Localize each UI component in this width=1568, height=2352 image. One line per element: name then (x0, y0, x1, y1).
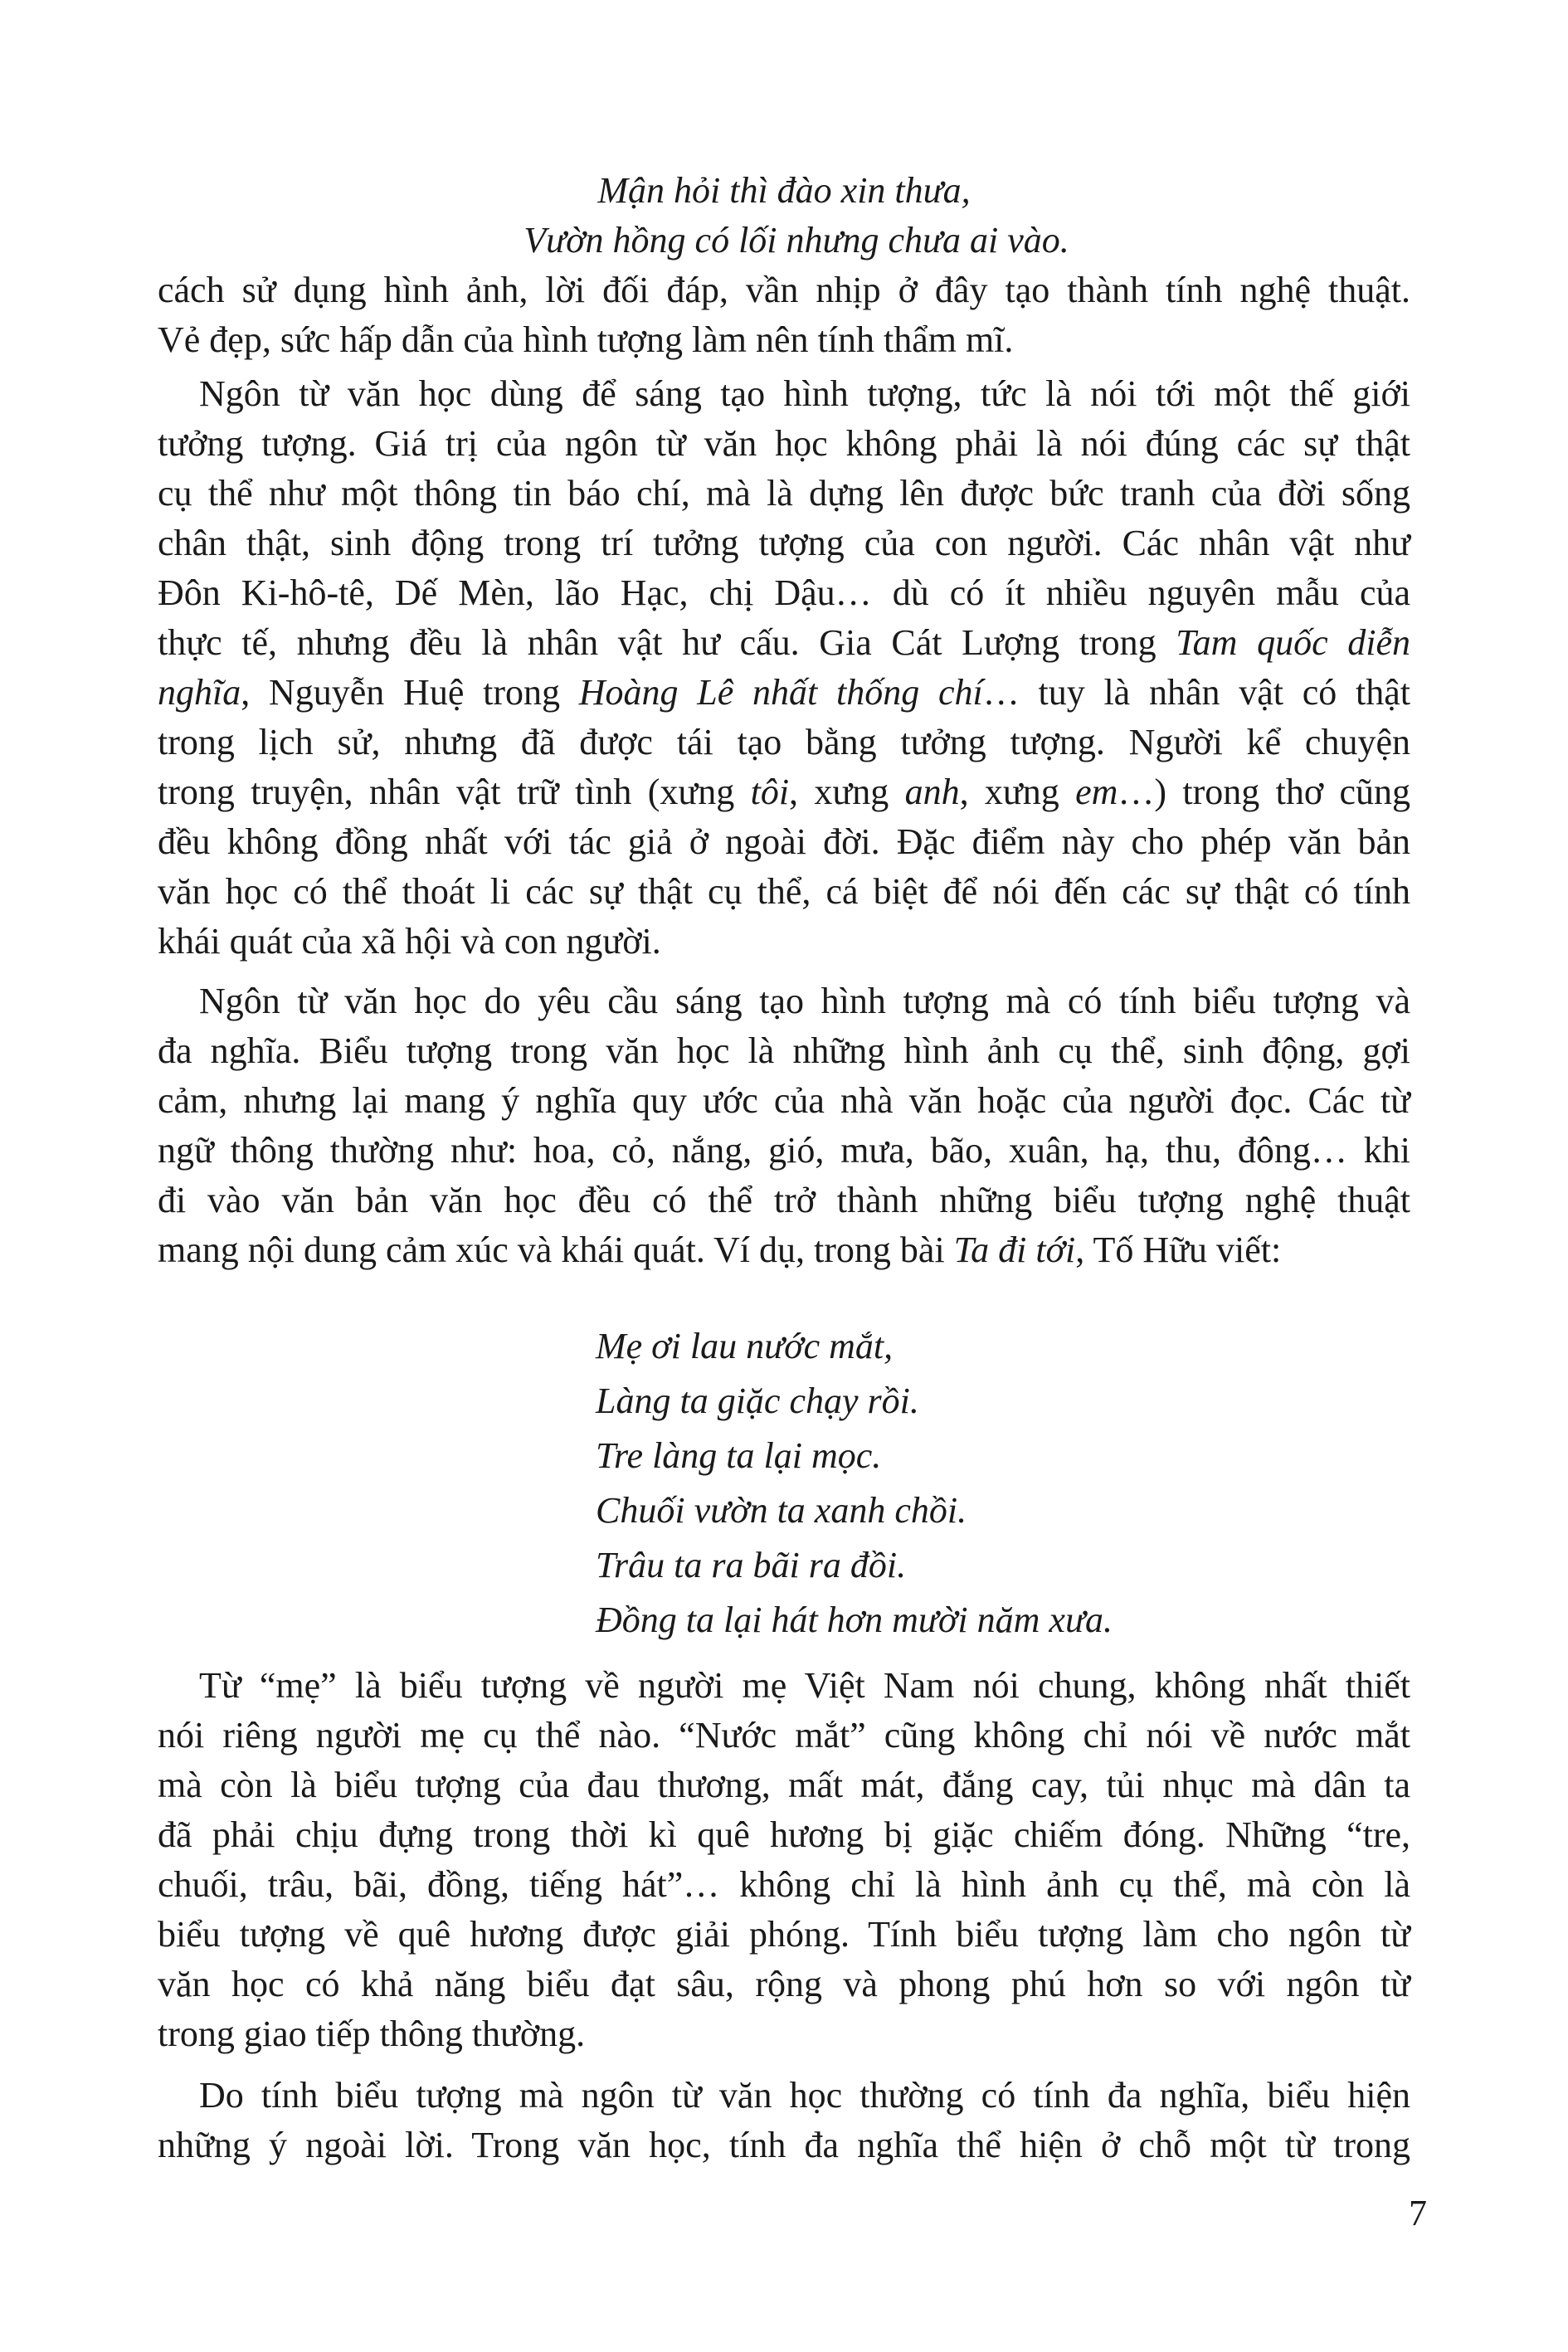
text-line: nói riêng người mẹ cụ thể nào. “Nước mắt” cũng không chỉ nói về nước mắt (158, 1715, 1410, 1755)
paragraph-symbolism (158, 976, 1410, 1275)
text-line: Ngôn từ văn học do yêu cầu sáng tạo hình tượng mà có tính biểu tượng và (199, 981, 1410, 1021)
text-line: Ngôn từ văn học dùng để sáng tạo hình tượng, tức là nói tới một thế giới (199, 373, 1410, 414)
text-line: biểu tượng về quê hương được giải phóng. Tính biểu tượng làm cho ngôn từ (158, 1914, 1410, 1955)
poem-line: Làng ta giặc chạy rồi. (596, 1381, 919, 1421)
text-line (158, 618, 1410, 668)
text-line: đi vào văn bản văn học đều có thể trở thành những biểu tượng nghệ thuật (158, 1180, 1410, 1220)
text-run: , Tố Hữu viết: (1075, 1230, 1282, 1270)
paragraph-interpretation (158, 1661, 1410, 2059)
paragraph-polysemy (158, 2071, 1410, 2170)
text-run: , xưng (789, 772, 905, 812)
text-line: Vẻ đẹp, sức hấp dẫn của hình tượng làm nên tính thẩm mĩ. (158, 319, 1014, 360)
text-line: văn học có thể thoát li các sự thật cụ thể, cá biệt để nói đến các sự thật có tính (158, 871, 1410, 912)
text-line: cụ thể như một thông tin báo chí, mà là dựng lên được bức tranh của đời sống (158, 473, 1410, 514)
paragraph-continuation (158, 265, 1410, 365)
text-line: mà còn là biểu tượng của đau thương, mất mát, đắng cay, tủi nhục mà dân ta (158, 1765, 1410, 1805)
text-line: chuối, trâu, bãi, đồng, tiếng hát”… không chỉ là hình ảnh cụ thể, mà còn là (158, 1864, 1410, 1905)
text-run: …) trong thơ cũng (1118, 772, 1410, 812)
page-number: 7 (1409, 2193, 1427, 2233)
paragraph-imagination (158, 369, 1410, 967)
text-line: khái quát của xã hội và con người. (158, 921, 661, 962)
pronoun: anh (904, 772, 960, 812)
text-line: Đôn Ki-hô-tê, Dế Mèn, lão Hạc, chị Dậu… dù có ít nhiều nguyên mẫu của (158, 572, 1410, 613)
verse-line: Vườn hồng có lối nhưng chưa ai vào. (523, 220, 1069, 261)
text-line: đã phải chịu đựng trong thời kì quê hương bị giặc chiếm đóng. Những “tre, (158, 1814, 1410, 1855)
poem-line: Chuối vườn ta xanh chồi. (596, 1490, 967, 1531)
poem-line: Tre làng ta lại mọc. (596, 1435, 882, 1476)
poem-line: Trâu ta ra bãi ra đồi. (596, 1545, 907, 1585)
text-run: mang nội dung cảm xúc và khái quát. Ví dụ, trong bài (158, 1230, 954, 1270)
text-line: cảm, nhưng lại mang ý nghĩa quy ước của nhà văn hoặc của người đọc. Các từ (158, 1080, 1410, 1121)
text-line: trong lịch sử, nhưng đã được tái tạo bằng tưởng tượng. Người kể chuyện (158, 722, 1410, 762)
opening-verse (158, 166, 1410, 265)
text-line (158, 668, 1410, 718)
book-title: Tam quốc diễn (1176, 622, 1410, 663)
text-line: đa nghĩa. Biểu tượng trong văn học là những hình ảnh cụ thể, sinh động, gợi (158, 1030, 1410, 1071)
text-line: trong giao tiếp thông thường. (158, 2014, 586, 2054)
pronoun: tôi (750, 772, 790, 812)
text-line (158, 1225, 1410, 1275)
text-run: thực tế, nhưng đều là nhân vật hư cấu. Gia Cát Lượng trong (158, 622, 1176, 663)
poem-line: Mẹ ơi lau nước mắt, (596, 1326, 894, 1366)
text-run: , xưng (959, 772, 1076, 812)
verse-line: Mận hỏi thì đào xin thưa, (597, 170, 971, 211)
text-line: ngữ thông thường như: hoa, cỏ, nắng, gió, mưa, bão, xuân, hạ, thu, đông… khi (158, 1130, 1410, 1171)
text-line: Từ “mẹ” là biểu tượng về người mẹ Việt Nam nói chung, không nhất thiết (199, 1665, 1410, 1706)
text-line: tưởng tượng. Giá trị của ngôn từ văn học không phải là nói đúng các sự thật (158, 423, 1410, 464)
text-line: đều không đồng nhất với tác giả ở ngoài đời. Đặc điểm này cho phép văn bản (158, 821, 1410, 862)
text-line: những ý ngoài lời. Trong văn học, tính đa nghĩa thể hiện ở chỗ một từ trong (158, 2125, 1410, 2165)
text-line (158, 767, 1410, 817)
text-line: văn học có khả năng biểu đạt sâu, rộng và phong phú hơn so với ngôn từ (158, 1964, 1410, 2004)
poem-ta-di-toi (596, 1319, 1342, 1648)
pronoun: em (1075, 772, 1118, 812)
text-run: trong truyện, nhân vật trữ tình (xưng (158, 772, 751, 812)
text-line: Do tính biểu tượng mà ngôn từ văn học thường có tính đa nghĩa, biểu hiện (199, 2075, 1410, 2116)
text-line: chân thật, sinh động trong trí tưởng tượng của con người. Các nhân vật như (158, 523, 1410, 563)
poem-title: Ta đi tới (953, 1230, 1076, 1270)
text-run: … tuy là nhân vật có thật (982, 672, 1410, 713)
text-run: , Nguyễn Huệ trong (241, 672, 579, 713)
book-title: nghĩa (158, 672, 241, 713)
poem-line: Đồng ta lại hát hơn mười năm xưa. (596, 1600, 1113, 1640)
text-line: cách sử dụng hình ảnh, lời đối đáp, vần nhịp ở đây tạo thành tính nghệ thuật. (158, 270, 1410, 310)
book-title: Hoàng Lê nhất thống chí (578, 672, 983, 713)
